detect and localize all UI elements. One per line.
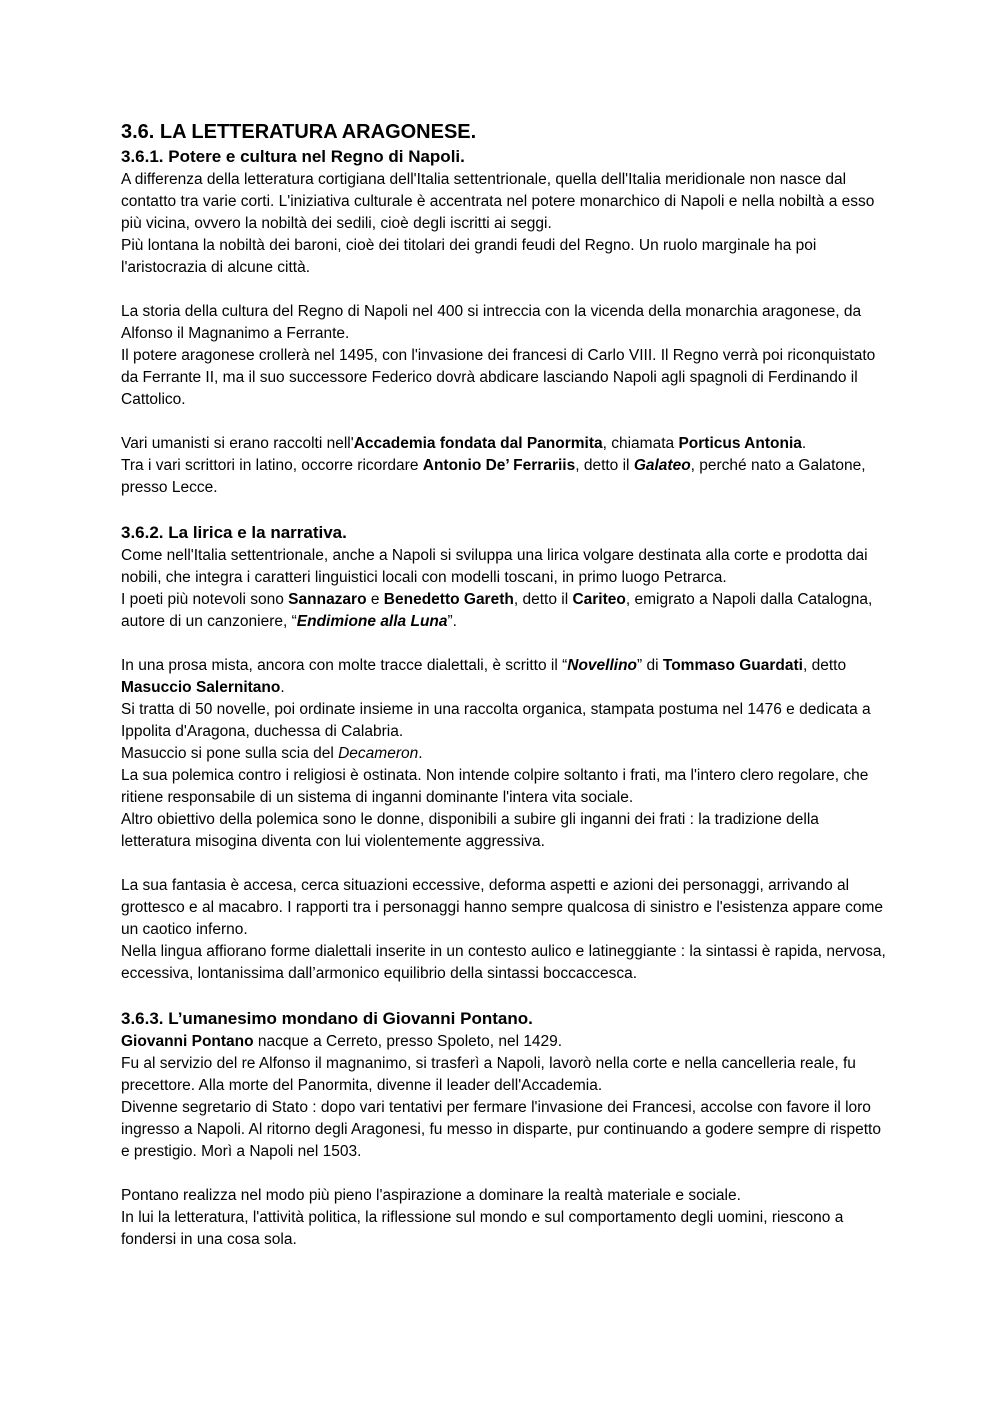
bold-term: Accademia fondata dal Panormita <box>353 435 603 452</box>
paragraph: Fu al servizio del re Alfonso il magnanimo, si trasferì a Napoli, lavorò nella corte e nella cancelleria reale, fu precettore. Alla morte del Panormita, divenne il leader dell'Accademia. <box>121 1055 856 1094</box>
paragraph: La sua polemica contro i religiosi è ostinata. Non intende colpire soltanto i frati, ma l'intero clero regolare, che ritiene responsabile di un sistema di inganni dominante l'intera vita sociale. <box>121 767 869 806</box>
paragraph: I poeti più notevoli sono Sannazaro e Benedetto Gareth, detto il Cariteo, emigrato a Napoli dalla Catalogna, autore di un canzoniere, “Endimione alla Luna”. <box>121 591 873 630</box>
paragraph: Più lontana la nobiltà dei baroni, cioè dei titolari dei grandi feudi del Regno. Un ruolo marginale ha poi l'aristocrazia di alcune città. <box>121 237 817 276</box>
paragraph: In lui la letteratura, l'attività politica, la riflessione sul mondo e sul comportamento degli uomini, riescono a fondersi in una cosa sola. <box>121 1209 844 1248</box>
paragraph: Divenne segretario di Stato : dopo vari tentativi per fermare l'invasione dei Francesi, accolse con favore il loro ingresso a Napoli. Al ritorno degli Aragonesi, fu messo in disparte, pur continuando a godere sempre di rispetto e prestigio. Morì a Napoli nel 1503. <box>121 1099 881 1160</box>
bold-term: Cariteo <box>572 591 626 608</box>
paragraph: Altro obiettivo della polemica sono le donne, disponibili a subire gli inganni dei frati : la tradizione della letteratura misogina diventa con lui violentemente aggressiva. <box>121 811 819 850</box>
paragraph: Masuccio si pone sulla scia del Decameron. <box>121 745 423 762</box>
paragraph: Vari umanisti si erano raccolti nell'Accademia fondata dal Panormita, chiamata Porticus Antonia. <box>121 435 807 452</box>
paragraph: A differenza della letteratura cortigiana dell'Italia settentrionale, quella dell'Italia meridionale non nasce dal contatto tra varie corti. L'iniziativa culturale è accentrata nel potere monarchico di Napoli e nella nobiltà a esso più vicina, ovvero la nobiltà dei sedili, cioè degli iscritti ai seggi. <box>121 171 875 232</box>
paragraph: Tra i vari scrittori in latino, occorre ricordare Antonio De’ Ferrariis, detto il Galateo, perché nato a Galatone, presso Lecce. <box>121 457 866 496</box>
section-heading-3-6-1: 3.6.1. Potere e cultura nel Regno di Napoli. <box>121 147 465 166</box>
bold-term: Tommaso Guardati <box>662 657 803 674</box>
section-heading-3-6-2: 3.6.2. La lirica e la narrativa. <box>121 523 347 542</box>
bold-italic-term: Endimione alla Luna <box>296 613 448 630</box>
document-page <box>121 119 886 1251</box>
bold-term: Masuccio Salernitano <box>121 679 281 696</box>
bold-term: Sannazaro <box>288 591 367 608</box>
bold-term: Antonio De’ Ferrariis <box>422 457 576 474</box>
paragraph: Giovanni Pontano nacque a Cerreto, presso Spoleto, nel 1429. <box>121 1033 563 1050</box>
paragraph: Il potere aragonese crollerà nel 1495, con l'invasione dei francesi di Carlo VIII. Il Regno verrà poi riconquistato da Ferrante II, ma il suo successore Federico dovrà abdicare lasciando Napoli agli spagnoli di Ferdinando il Cattolico. <box>121 347 876 408</box>
bold-italic-term: Novellino <box>567 657 638 674</box>
paragraph: La sua fantasia è accesa, cerca situazioni eccessive, deforma aspetti e azioni dei personaggi, arrivando al grottesco e al macabro. I rapporti tra i personaggi hanno sempre qualcosa di sinistro e l'esistenza appare come un caotico inferno. <box>121 877 884 938</box>
paragraph: La storia della cultura del Regno di Napoli nel 400 si intreccia con la vicenda della monarchia aragonese, da Alfonso il Magnanimo a Ferrante. <box>121 303 862 342</box>
paragraph: Pontano realizza nel modo più pieno l'aspirazione a dominare la realtà materiale e sociale. <box>121 1187 741 1204</box>
bold-term: Giovanni Pontano <box>121 1033 254 1050</box>
paragraph: Si tratta di 50 novelle, poi ordinate insieme in una raccolta organica, stampata postuma nel 1476 e dedicata a Ippolita d'Aragona, duchessa di Calabria. <box>121 701 871 740</box>
bold-term: Benedetto Gareth <box>383 591 514 608</box>
bold-italic-term: Galateo <box>633 457 691 474</box>
paragraph: In una prosa mista, ancora con molte tracce dialettali, è scritto il “Novellino” di Tommaso Guardati, detto Masuccio Salernitano. <box>121 657 847 696</box>
paragraph: Nella lingua affiorano forme dialettali inserite in un contesto aulico e latineggiante : la sintassi è rapida, nervosa, eccessiva, lontanissima dall’armonico equilibrio della sintassi boccaccesca. <box>121 943 886 982</box>
paragraph: Come nell'Italia settentrionale, anche a Napoli si sviluppa una lirica volgare destinata alla corte e prodotta dai nobili, che integra i caratteri linguistici locali con modelli toscani, in primo luogo Petrarca. <box>121 547 868 586</box>
document-title: 3.6. LA LETTERATURA ARAGONESE. <box>121 121 477 143</box>
bold-term: Porticus Antonia <box>678 435 802 452</box>
italic-term: Decameron <box>338 745 419 762</box>
section-heading-3-6-3: 3.6.3. L’umanesimo mondano di Giovanni Pontano. <box>121 1009 533 1028</box>
